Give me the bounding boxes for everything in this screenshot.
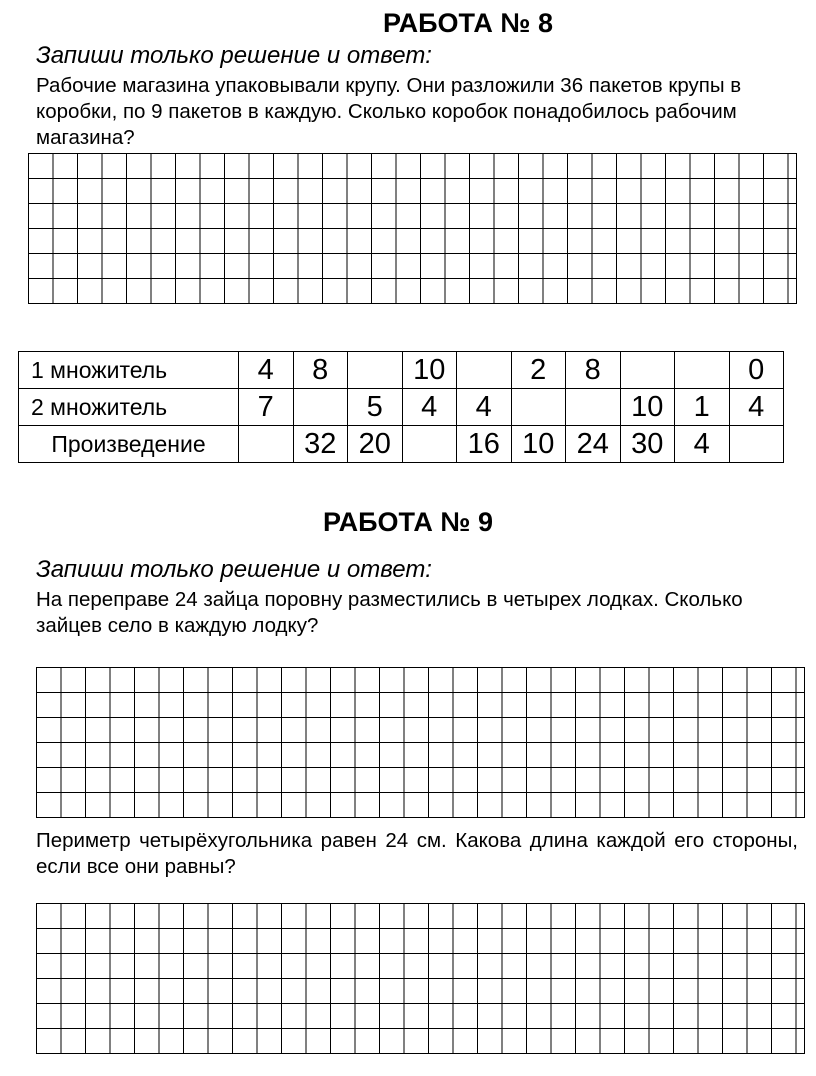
table-cell: 24: [566, 426, 621, 463]
work9-instruction: Запиши только решение и ответ:: [36, 556, 432, 583]
table-cell[interactable]: [675, 352, 730, 389]
work8-title: РАБОТА № 8: [383, 8, 553, 38]
row-label: Произведение: [19, 426, 239, 463]
table-cell[interactable]: [729, 426, 784, 463]
table-cell: 32: [293, 426, 348, 463]
table-cell[interactable]: [457, 352, 512, 389]
table-row: [19, 426, 784, 463]
table-cell: 8: [293, 352, 348, 389]
table-cell: 7: [239, 389, 294, 426]
table-row: [19, 389, 784, 426]
table-cell[interactable]: [239, 426, 294, 463]
table-cell: 4: [675, 426, 730, 463]
table-cell: 0: [729, 352, 784, 389]
table-cell: 20: [348, 426, 403, 463]
table-row: [19, 352, 784, 389]
work9-task2-answer-grid[interactable]: [36, 903, 805, 1054]
work9-task1-answer-grid[interactable]: [36, 667, 805, 818]
row-label: 2 множитель: [19, 389, 239, 426]
work8-task: Рабочие магазина упаковывали крупу. Они разложили 36 пакетов крупы в коробки, по 9 пакетов в каждую. Сколько коробок понадобилось рабочим магазина?: [36, 74, 742, 149]
table-cell: 4: [402, 389, 457, 426]
table-cell: 10: [511, 426, 566, 463]
multiplication-table: [18, 351, 784, 463]
table-cell: 16: [457, 426, 512, 463]
table-cell: 8: [566, 352, 621, 389]
table-cell: 4: [457, 389, 512, 426]
table-cell[interactable]: [511, 389, 566, 426]
table-cell[interactable]: [566, 389, 621, 426]
work8-instruction: Запиши только решение и ответ:: [36, 42, 432, 69]
table-cell[interactable]: [293, 389, 348, 426]
work8-answer-grid[interactable]: [28, 153, 797, 304]
table-cell: 30: [620, 426, 675, 463]
table-cell: 2: [511, 352, 566, 389]
table-cell[interactable]: [348, 352, 403, 389]
table-cell: 4: [239, 352, 294, 389]
work9-task1: На переправе 24 зайца поровну разместились в четырех лодках. Сколько зайцев село в каждую лодку?: [36, 588, 743, 637]
row-label: 1 множитель: [19, 352, 239, 389]
table-cell: 1: [675, 389, 730, 426]
table-cell: 10: [620, 389, 675, 426]
table-cell[interactable]: [620, 352, 675, 389]
table-cell[interactable]: [402, 426, 457, 463]
work9-title: РАБОТА № 9: [323, 507, 493, 537]
table-cell: 10: [402, 352, 457, 389]
table-cell: 5: [348, 389, 403, 426]
table-cell: 4: [729, 389, 784, 426]
work9-task2: Периметр четырёхугольника равен 24 см. Какова длина каждой его стороны, если все они равны?: [36, 829, 798, 878]
